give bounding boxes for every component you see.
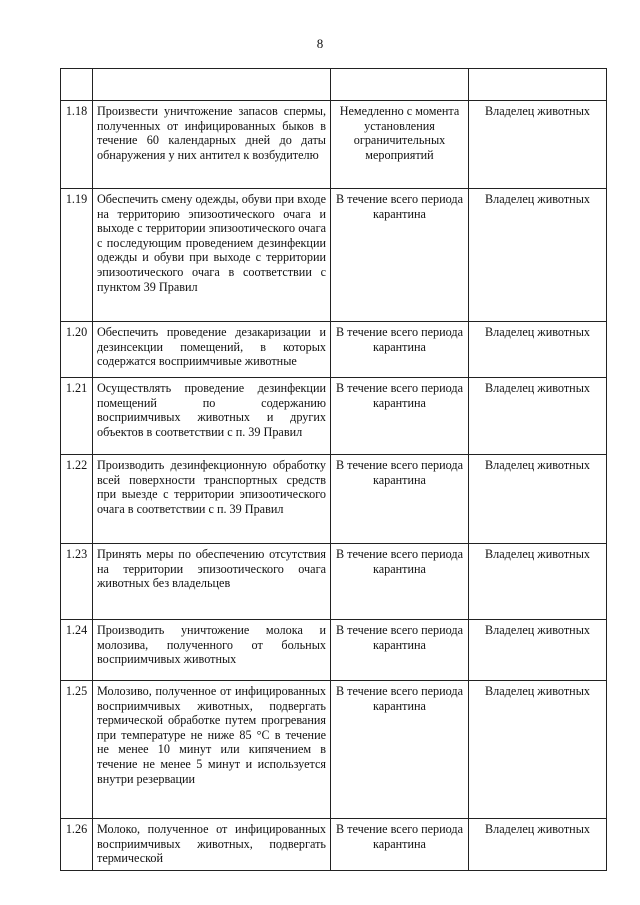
row-deadline: В течение всего периода карантина (331, 322, 469, 378)
row-action: Молозиво, полученное от инфицированных восприимчивых животных, подвергать термической обработке путем прогревания при температуре не ниже 85 °C в течение не менее 10 минут или кипячением в течение не менее 5 минут и используется внутри резервации (93, 681, 331, 819)
row-responsible: Владелец животных (469, 101, 607, 189)
row-action: Производить уничтожение молока и молозива, полученного от больных восприимчивых животных (93, 620, 331, 681)
table-row (61, 378, 607, 455)
row-deadline: В течение всего периода карантина (331, 189, 469, 322)
row-number: 1.25 (61, 681, 93, 819)
row-number: 1.26 (61, 819, 93, 871)
row-action: Обеспечить смену одежды, обуви при входе на территорию эпизоотического очага и выходе с территории эпизоотического очага с последующим проведением дезинфекции одежды и обуви при выходе с территории эпизоотического очага в соответствии с пунктом 39 Правил (93, 189, 331, 322)
row-number: 1.18 (61, 101, 93, 189)
header-cell-empty (93, 69, 331, 101)
row-number: 1.21 (61, 378, 93, 455)
row-responsible: Владелец животных (469, 189, 607, 322)
table-row (61, 620, 607, 681)
row-number: 1.22 (61, 455, 93, 544)
header-cell-empty (469, 69, 607, 101)
table-row (61, 544, 607, 620)
row-deadline: В течение всего периода карантина (331, 681, 469, 819)
row-number: 1.19 (61, 189, 93, 322)
row-action: Принять меры по обеспечению отсутствия на территории эпизоотического очага животных без владельцев (93, 544, 331, 620)
table-header-row (61, 69, 607, 101)
row-responsible: Владелец животных (469, 620, 607, 681)
row-responsible: Владелец животных (469, 819, 607, 871)
row-responsible: Владелец животных (469, 322, 607, 378)
row-number: 1.24 (61, 620, 93, 681)
table-row (61, 322, 607, 378)
row-action: Молоко, полученное от инфицированных восприимчивых животных, подвергать термической (93, 819, 331, 871)
row-number: 1.23 (61, 544, 93, 620)
table-row (61, 455, 607, 544)
row-deadline: В течение всего периода карантина (331, 620, 469, 681)
row-deadline: В течение всего периода карантина (331, 544, 469, 620)
row-action: Обеспечить проведение дезакаризации и дезинсекции помещений, в которых содержатся восприимчивые животные (93, 322, 331, 378)
table-row (61, 101, 607, 189)
row-action: Производить дезинфекционную обработку всей поверхности транспортных средств при выезде с территории эпизоотического очага в соответствии с п. 39 Правил (93, 455, 331, 544)
row-responsible: Владелец животных (469, 378, 607, 455)
row-deadline: В течение всего периода карантина (331, 378, 469, 455)
row-deadline: В течение всего периода карантина (331, 455, 469, 544)
row-deadline: В течение всего периода карантина (331, 819, 469, 871)
table-row (61, 819, 607, 871)
row-responsible: Владелец животных (469, 544, 607, 620)
page-number: 8 (316, 36, 324, 51)
row-responsible: Владелец животных (469, 681, 607, 819)
row-deadline: Немедленно с момента установления ограничительных мероприятий (331, 101, 469, 189)
header-cell-empty (61, 69, 93, 101)
header-cell-empty (331, 69, 469, 101)
row-action: Произвести уничтожение запасов спермы, полученных от инфицированных быков в течение 60 календарных дней до даты обнаружения у них антител к возбудителю (93, 101, 331, 189)
row-number: 1.20 (61, 322, 93, 378)
table-row (61, 681, 607, 819)
table-row (61, 189, 607, 322)
measures-table (60, 68, 607, 871)
row-action: Осуществлять проведение дезинфекции помещений по содержанию восприимчивых животных и других объектов в соответствии с п. 39 Правил (93, 378, 331, 455)
row-responsible: Владелец животных (469, 455, 607, 544)
